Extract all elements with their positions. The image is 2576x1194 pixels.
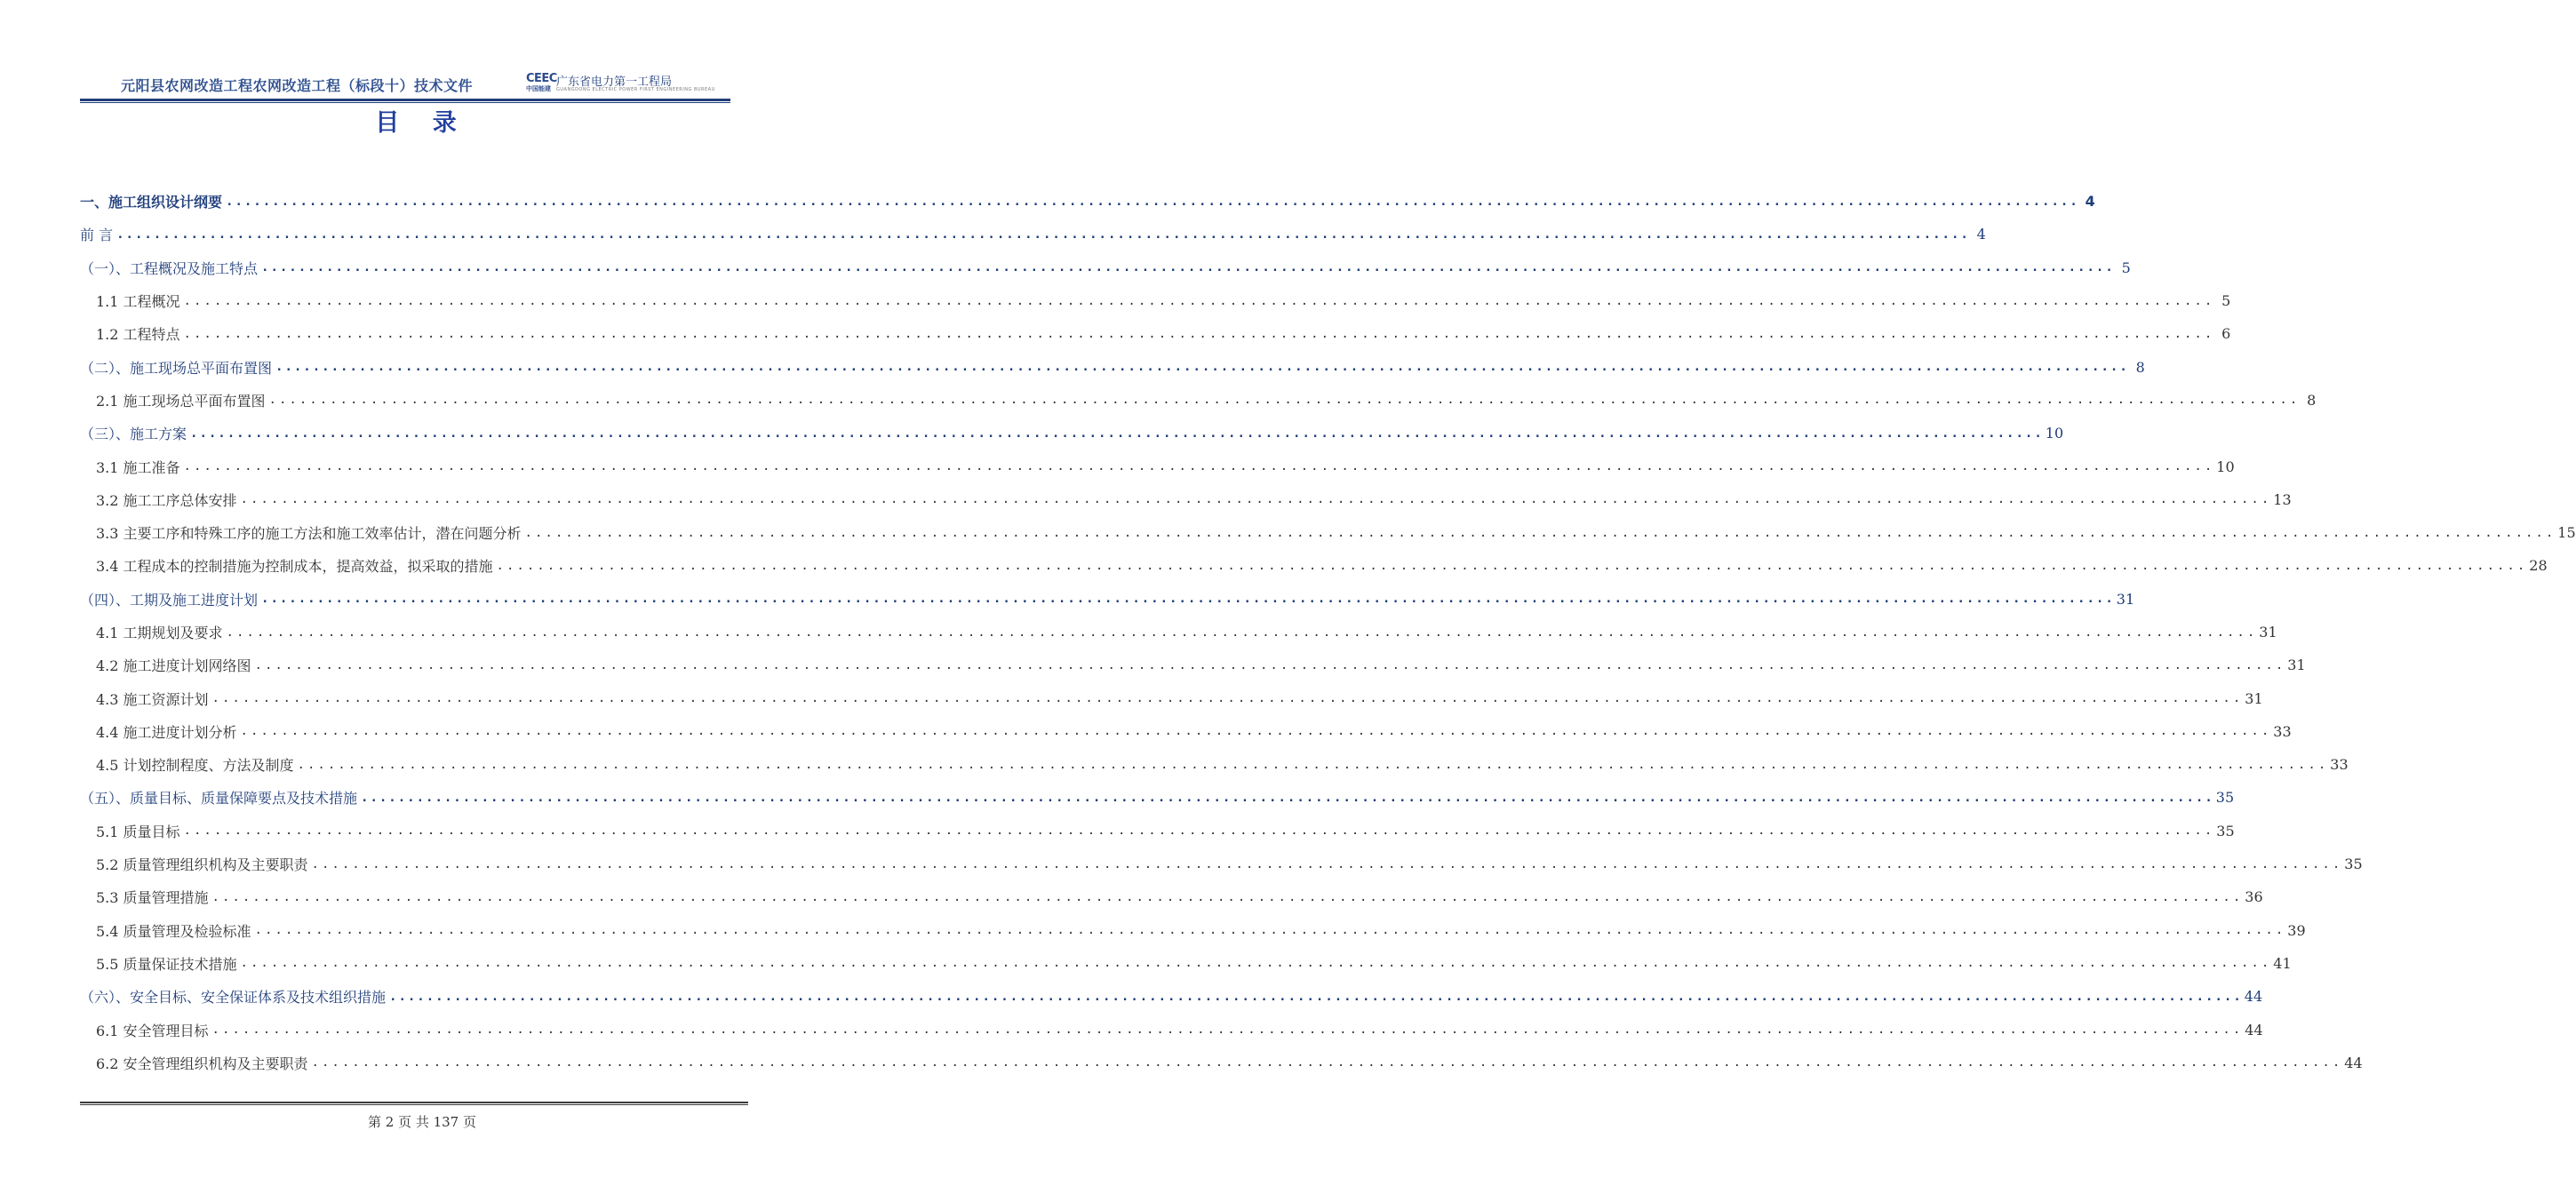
- toc-entry[interactable]: [80, 483, 2292, 516]
- toc-entry-page: 13: [2273, 490, 2292, 508]
- toc-entry-page: 5: [2221, 292, 2231, 310]
- toc-entry-page: 35: [2344, 856, 2363, 873]
- toc-dot-leader: ........................................................................................................................................................................................................: [240, 724, 2272, 739]
- toc-entry-page: 31: [2245, 689, 2263, 707]
- toc-entry-page: 5: [2121, 259, 2131, 276]
- logo-subtitle: 中国能建: [526, 85, 551, 92]
- toc-entry-page: 44: [2244, 988, 2263, 1006]
- toc-dot-leader: ........................................................................................................................................................................................................: [211, 1023, 2244, 1038]
- toc-dot-leader: ........................................................................................................................................................................................................: [496, 558, 2528, 573]
- toc-entry-page: 6: [2221, 325, 2231, 343]
- toc-dot-leader: ........................................................................................................................................................................................................: [116, 227, 1970, 242]
- toc-entry-page: 31: [2287, 657, 2306, 674]
- company-name-english: GUANGDONG ELECTRIC POWER FIRST ENGINEERING BUREAU: [556, 87, 715, 92]
- toc-entry-page: 4: [2085, 193, 2095, 211]
- toc-entry-label: （二）、施工现场总平面布置图: [80, 359, 273, 377]
- toc-dot-leader: ........................................................................................................................................................................................................: [240, 492, 2272, 507]
- toc-entry-label: 一、施工组织设计纲要: [80, 194, 223, 211]
- toc-entry[interactable]: [80, 583, 2135, 616]
- header-divider: [80, 99, 730, 101]
- toc-dot-leader: ........................................................................................................................................................................................................: [183, 824, 2215, 839]
- toc-entry[interactable]: [80, 185, 2095, 218]
- toc-entry[interactable]: [80, 218, 1986, 251]
- toc-entry-label: 1.2 工程特点: [96, 326, 180, 344]
- toc-entry-label: 4.2 施工进度计划网络图: [96, 657, 251, 675]
- toc-dot-leader: ........................................................................................................................................................................................................: [361, 790, 2214, 805]
- toc-entry-page: 28: [2529, 557, 2548, 575]
- toc-entry[interactable]: [80, 516, 2576, 549]
- toc-dot-leader: ........................................................................................................................................................................................................: [183, 459, 2215, 474]
- toc-entry[interactable]: [80, 748, 2349, 781]
- toc-entry-page: 39: [2287, 921, 2306, 939]
- toc-dot-leader: ........................................................................................................................................................................................................: [311, 1055, 2343, 1071]
- toc-entry-page: 8: [2307, 391, 2317, 409]
- toc-dot-leader: ........................................................................................................................................................................................................: [183, 293, 2215, 308]
- toc-entry-page: 35: [2215, 789, 2235, 807]
- toc-dot-leader: ........................................................................................................................................................................................................: [524, 525, 2556, 540]
- toc-dot-leader: ........................................................................................................................................................................................................: [211, 889, 2244, 904]
- toc-entry[interactable]: [80, 980, 2263, 1013]
- toc-entry-label: 4.1 工期规划及要求: [96, 625, 223, 641]
- toc-entry[interactable]: [80, 914, 2306, 947]
- toc-entry[interactable]: [80, 880, 2263, 913]
- toc-entry-label: 前 言: [80, 227, 114, 244]
- toc-dot-leader: ........................................................................................................................................................................................................: [261, 592, 2115, 607]
- toc-entry-label: 5.2 质量管理组织机构及主要职责: [96, 856, 308, 874]
- toc-entry-page: 8: [2135, 358, 2145, 376]
- toc-dot-leader: ........................................................................................................................................................................................................: [211, 691, 2244, 706]
- toc-entry-label: （一）、工程概况及施工特点: [80, 259, 259, 277]
- toc-entry-label: 6.1 安全管理目标: [96, 1022, 209, 1039]
- page-header: [80, 69, 730, 101]
- toc-dot-leader: ........................................................................................................................................................................................................: [268, 393, 2301, 408]
- company-logo: [526, 71, 730, 96]
- toc-dot-leader: ........................................................................................................................................................................................................: [240, 956, 2272, 971]
- toc-entry-page: 44: [2245, 1021, 2263, 1039]
- toc-entry[interactable]: [80, 251, 2131, 284]
- toc-entry-label: （四）、工期及施工进度计划: [80, 591, 259, 609]
- toc-entry[interactable]: [80, 715, 2292, 748]
- toc-entry[interactable]: [80, 317, 2231, 350]
- toc-dot-leader: ........................................................................................................................................................................................................: [275, 360, 2129, 375]
- toc-dot-leader: ........................................................................................................................................................................................................: [311, 856, 2343, 872]
- toc-entry-page: 44: [2344, 1054, 2363, 1071]
- toc-entry-page: 31: [2116, 590, 2135, 608]
- toc-entry-label: 1.1 工程概况: [96, 293, 180, 311]
- toc-dot-leader: ........................................................................................................................................................................................................: [190, 426, 2044, 441]
- footer-divider-thin: [80, 1104, 748, 1105]
- toc-entry-label: 4.5 计划控制程度、方法及制度: [96, 757, 294, 775]
- toc-entry-page: 36: [2245, 888, 2263, 906]
- page-title: 目 录: [375, 109, 469, 137]
- toc-entry-label: （三）、施工方案: [80, 426, 187, 443]
- toc-entry[interactable]: [80, 947, 2292, 980]
- toc-entry[interactable]: [80, 781, 2235, 814]
- toc-dot-leader: ........................................................................................................................................................................................................: [183, 326, 2215, 341]
- toc-entry-page: 10: [2045, 425, 2064, 442]
- toc-dot-leader: ........................................................................................................................................................................................................: [389, 989, 2243, 1004]
- toc-entry[interactable]: [80, 616, 2277, 649]
- toc-dot-leader: ........................................................................................................................................................................................................: [297, 757, 2329, 772]
- ceec-logo-mark: CEEC: [526, 72, 557, 85]
- toc-entry[interactable]: [80, 350, 2145, 383]
- toc-entry[interactable]: [80, 681, 2263, 714]
- toc-entry-label: 3.3 主要工序和特殊工序的施工方法和施工效率估计，潜在问题分析: [96, 525, 522, 543]
- toc-entry-label: 3.1 施工准备: [96, 458, 180, 476]
- toc-entry-label: 6.2 安全管理组织机构及主要职责: [96, 1055, 308, 1072]
- toc-entry-page: 33: [2273, 722, 2292, 740]
- toc-entry-page: 15: [2557, 524, 2576, 542]
- toc-entry[interactable]: [80, 815, 2235, 848]
- toc-dot-leader: ........................................................................................................................................................................................................: [261, 260, 2115, 275]
- toc-entry[interactable]: [80, 549, 2548, 582]
- toc-entry[interactable]: [80, 1047, 2363, 1079]
- toc-entry[interactable]: [80, 1013, 2263, 1046]
- header-title: 元阳县农网改造工程农网改造工程（标段十）技术文件: [121, 77, 474, 94]
- toc-dot-leader: ........................................................................................................................................................................................................: [226, 194, 2079, 209]
- toc-entry-label: 2.1 施工现场总平面布置图: [96, 392, 266, 410]
- company-name: 广东省电力第一工程局: [556, 76, 673, 89]
- toc-entry-page: 41: [2273, 954, 2292, 972]
- toc-entry[interactable]: [80, 384, 2317, 417]
- toc-entry-label: 4.4 施工进度计划分析: [96, 723, 237, 741]
- toc-entry-label: 5.3 质量管理措施: [96, 889, 209, 907]
- footer-divider: [80, 1102, 748, 1103]
- table-of-contents: [80, 185, 2576, 1079]
- toc-entry[interactable]: [80, 649, 2306, 681]
- toc-entry-label: 4.3 施工资源计划: [96, 690, 209, 708]
- toc-entry-label: 3.4 工程成本的控制措施为控制成本，提高效益，拟采取的措施: [96, 558, 493, 576]
- toc-entry-label: （六）、安全目标、安全保证体系及技术组织措施: [80, 989, 387, 1007]
- toc-entry-page: 10: [2216, 458, 2235, 475]
- page-number-footer: 第 2 页 共 137 页: [367, 1114, 476, 1130]
- toc-entry-page: 31: [2259, 624, 2277, 641]
- toc-entry[interactable]: [80, 848, 2363, 880]
- toc-dot-leader: ........................................................................................................................................................................................................: [254, 923, 2286, 938]
- toc-entry[interactable]: [80, 417, 2064, 450]
- toc-dot-leader: ........................................................................................................................................................................................................: [226, 625, 2258, 640]
- toc-entry-page: 4: [1976, 226, 1986, 243]
- toc-entry[interactable]: [80, 284, 2231, 317]
- toc-dot-leader: ........................................................................................................................................................................................................: [254, 657, 2286, 673]
- toc-entry-label: 5.1 质量目标: [96, 823, 180, 840]
- toc-entry-page: 35: [2216, 822, 2235, 840]
- toc-entry-label: 5.4 质量管理及检验标准: [96, 922, 251, 940]
- toc-entry-label: 3.2 施工工序总体安排: [96, 491, 237, 509]
- toc-entry-label: 5.5 质量保证技术措施: [96, 955, 237, 973]
- toc-entry-page: 33: [2330, 756, 2349, 774]
- toc-entry-label: （五）、质量目标、质量保障要点及技术措施: [80, 790, 358, 808]
- toc-entry[interactable]: [80, 450, 2235, 482]
